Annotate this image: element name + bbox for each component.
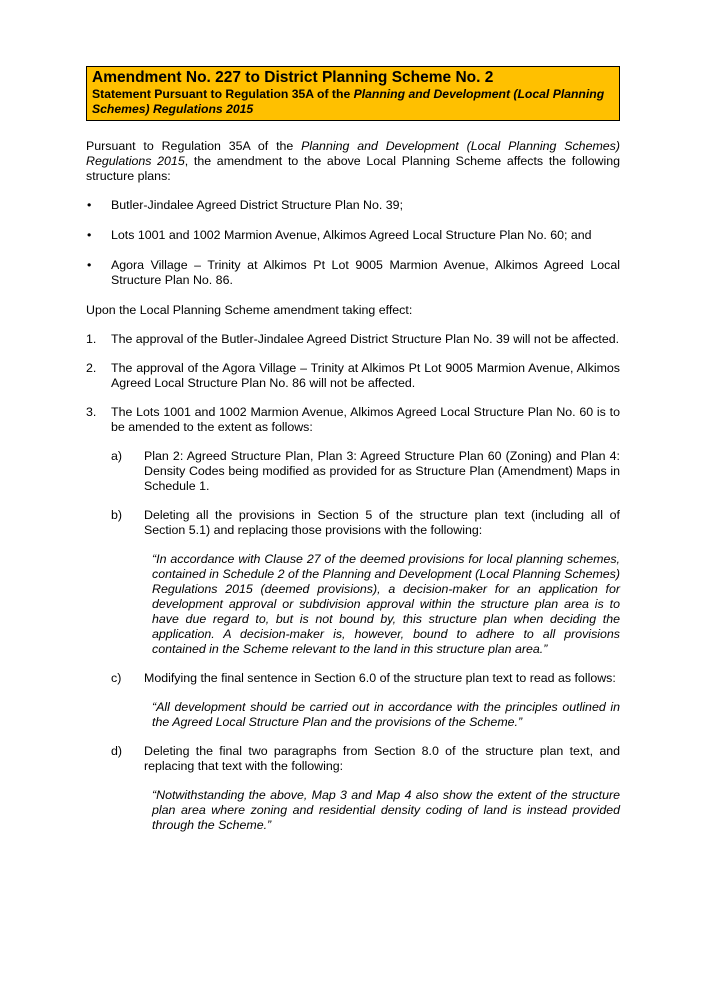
sub-item — [86, 449, 620, 494]
subtitle-prefix: Statement Pursuant to Regulation 35A of the — [92, 87, 354, 101]
intro-regulation: Planning and Development (Local Planning Schemes) Regulations 2015 — [86, 139, 620, 168]
bullet-icon: • — [87, 198, 92, 212]
item-number: 3. — [86, 405, 97, 419]
list-item — [86, 198, 620, 213]
sub-item — [86, 508, 620, 538]
sub-item — [86, 671, 620, 686]
sub-item-text: Deleting the final two paragraphs from Section 8.0 of the structure plan text, and replacing that text with the following: — [144, 744, 620, 773]
subtitle-regulation: Planning and Development (Local Planning Schemes) Regulations 2015 — [92, 87, 605, 116]
sub-item-text: Modifying the final sentence in Section 6.0 of the structure plan text to read as follows: — [144, 671, 616, 685]
numbered-list — [86, 332, 620, 833]
item-number: 2. — [86, 361, 97, 375]
item-number: 1. — [86, 332, 97, 346]
item-text: The Lots 1001 and 1002 Marmion Avenue, Alkimos Agreed Local Structure Plan No. 60 is to be amended to the extent as follows: — [111, 405, 620, 434]
list-item — [86, 228, 620, 243]
intro-prefix: Pursuant to Regulation 35A of the — [86, 139, 302, 153]
sub-item-letter: c) — [111, 671, 122, 685]
intro-paragraph — [86, 139, 620, 184]
list-item — [86, 258, 620, 288]
sub-item-text: Plan 2: Agreed Structure Plan, Plan 3: Agreed Structure Plan 60 (Zoning) and Plan 4: Density Codes being modified as provided for as Structure Plan (Amendment) Maps in Schedule 1. — [144, 449, 620, 493]
bullet-icon: • — [87, 228, 92, 242]
list-item-text: Butler-Jindalee Agreed District Structure Plan No. 39; — [111, 198, 404, 212]
item-text: The approval of the Agora Village – Trinity at Alkimos Pt Lot 9005 Marmion Avenue, Alkimos Agreed Local Structure Plan No. 86 will not be affected. — [111, 361, 620, 390]
sub-item-letter: d) — [111, 744, 123, 758]
quoted-provision: “All development should be carried out in accordance with the principles outlined in the Agreed Local Structure Plan and the provisions of the Scheme.” — [152, 700, 620, 729]
sub-item-letter: a) — [111, 449, 123, 463]
page-subtitle — [92, 87, 614, 117]
intro-suffix: , the amendment to the above Local Planning Scheme affects the following structure plans: — [86, 154, 620, 183]
sub-item — [86, 744, 620, 774]
numbered-item — [86, 332, 620, 347]
numbered-item — [86, 405, 620, 833]
quoted-provision: “In accordance with Clause 27 of the deemed provisions for local planning schemes, contained in Schedule 2 of the Planning and Development (Local Planning Schemes) Regulations 2015 (deemed provisions), a decision-maker for an application for development approval or subdivision approval within the structure plan area is to have due regard to, but is not bound by, this structure plan when deciding the application. A decision-maker is, however, bound to adhere to all provisions contained in the Scheme relevant to the land in this structure plan area.” — [152, 552, 620, 656]
document-page — [86, 66, 620, 833]
sub-list — [86, 449, 620, 833]
structure-plan-list — [86, 198, 620, 288]
sub-item-text: Deleting all the provisions in Section 5 of the structure plan text (including all of Section 5.1) and replacing those provisions with the following: — [144, 508, 620, 537]
list-item-text: Lots 1001 and 1002 Marmion Avenue, Alkimos Agreed Local Structure Plan No. 60; and — [111, 228, 592, 242]
numbered-item — [86, 361, 620, 391]
item-text: The approval of the Butler-Jindalee Agreed District Structure Plan No. 39 will not be affected. — [111, 332, 620, 346]
quoted-provision: “Notwithstanding the above, Map 3 and Map 4 also show the extent of the structure plan area where zoning and residential density coding of land is instead provided through the Scheme.” — [152, 788, 620, 832]
title-box — [86, 66, 620, 121]
page-title: Amendment No. 227 to District Planning Scheme No. 2 — [92, 69, 494, 86]
list-item-text: Agora Village – Trinity at Alkimos Pt Lot 9005 Marmion Avenue, Alkimos Agreed Local Structure Plan No. 86. — [111, 258, 620, 287]
sub-item-letter: b) — [111, 508, 123, 522]
bullet-icon: • — [87, 258, 92, 272]
lead-paragraph: Upon the Local Planning Scheme amendment taking effect: — [86, 303, 413, 317]
